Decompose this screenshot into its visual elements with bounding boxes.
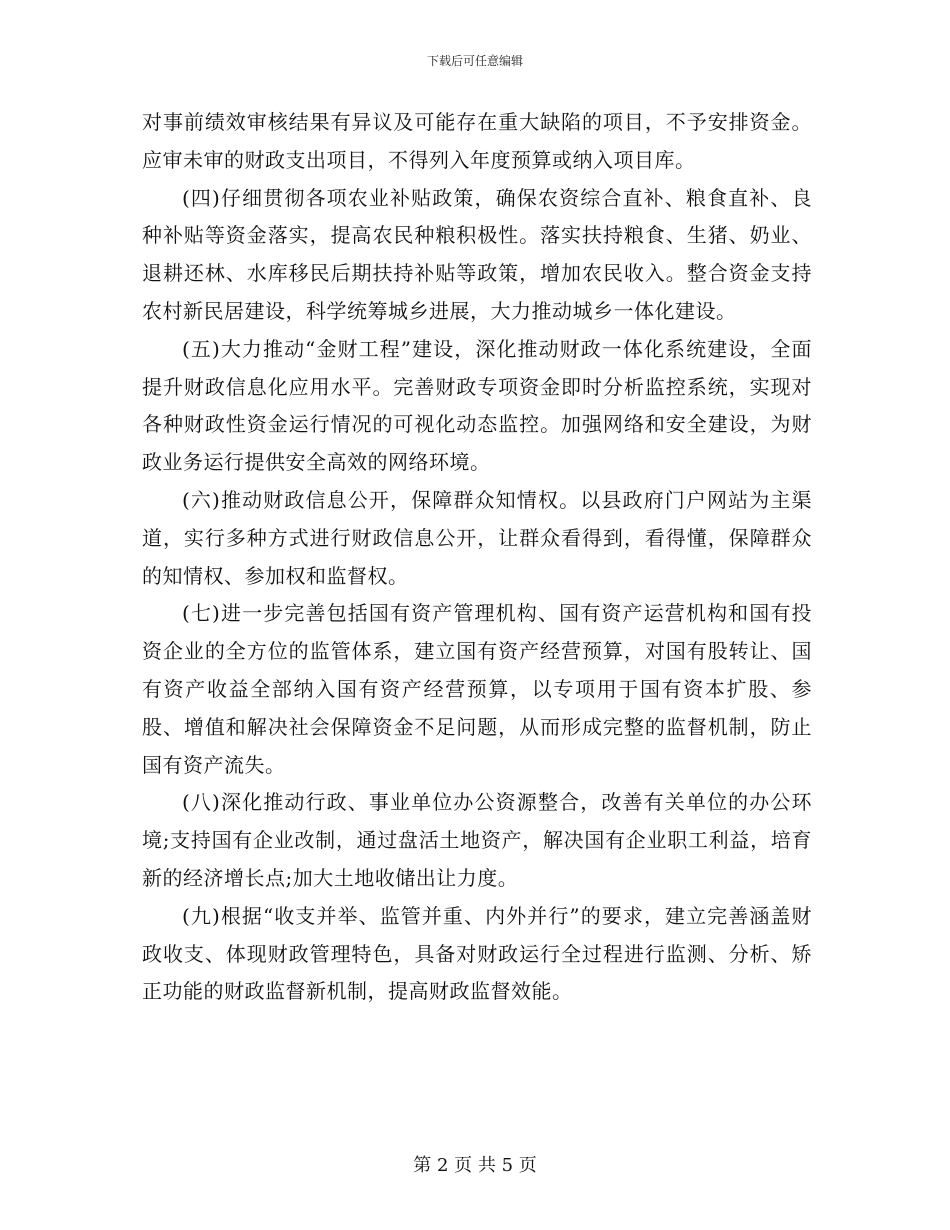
paragraph-item-4: (四)仔细贯彻各项农业补贴政策，确保农资综合直补、粮食直补、良种补贴等资金落实，提高农民种粮积极性。落实扶持粮食、生猪、奶业、退耕还林、水库移民后期扶持补贴等政策，增加农民收入。整合资金支持农村新民居建设，科学统筹城乡进展，大力推动城乡一体化建设。 [142,185,812,323]
paragraph-item-7: (七)进一步完善包括国有资产管理机构、国有资产运营机构和国有投资企业的全方位的监管体系，建立国有资产经营预算，对国有股转让、国有资产收益全部纳入国有资产经营预算，以专项用于国有资本扩股、参股、增值和解决社会保障资金不足问题，从而形成完整的监督机制，防止国有资产流失。 [142,601,812,777]
paragraph-item-9: (九)根据“收支并举、监管并重、内外并行”的要求，建立完善涵盖财政收支、体现财政管理特色，具备对财政运行全过程进行监测、分析、矫正功能的财政监督新机制，提高财政监督效能。 [142,903,812,1004]
page-header: 下载后可任意编辑 [426,54,523,68]
document-body [142,104,812,1011]
paragraph-continued: 对事前绩效审核结果有异议及可能存在重大缺陷的项目，不予安排资金。应审未审的财政支出项目，不得列入年度预算或纳入项目库。 [142,110,812,172]
page-number-footer: 第 2 页 共 5 页 [413,1155,537,1176]
paragraph-item-8: (八)深化推动行政、事业单位办公资源整合，改善有关单位的办公环境;支持国有企业改制，通过盘活土地资产，解决国有企业职工利益，培育新的经济增长点;加大土地收储出让力度。 [142,790,812,890]
paragraph-item-5: (五)大力推动“金财工程”建设，深化推动财政一体化系统建设，全面提升财政信息化应用水平。完善财政专项资金即时分析监控系统，实现对各种财政性资金运行情况的可视化动态监控。加强网络和安全建设，为财政业务运行提供安全高效的网络环境。 [142,336,812,475]
paragraph-item-6: (六)推动财政信息公开，保障群众知情权。以县政府门户网站为主渠道，实行多种方式进行财政信息公开，让群众看得到，看得懂，保障群众的知情权、参加权和监督权。 [142,487,812,588]
